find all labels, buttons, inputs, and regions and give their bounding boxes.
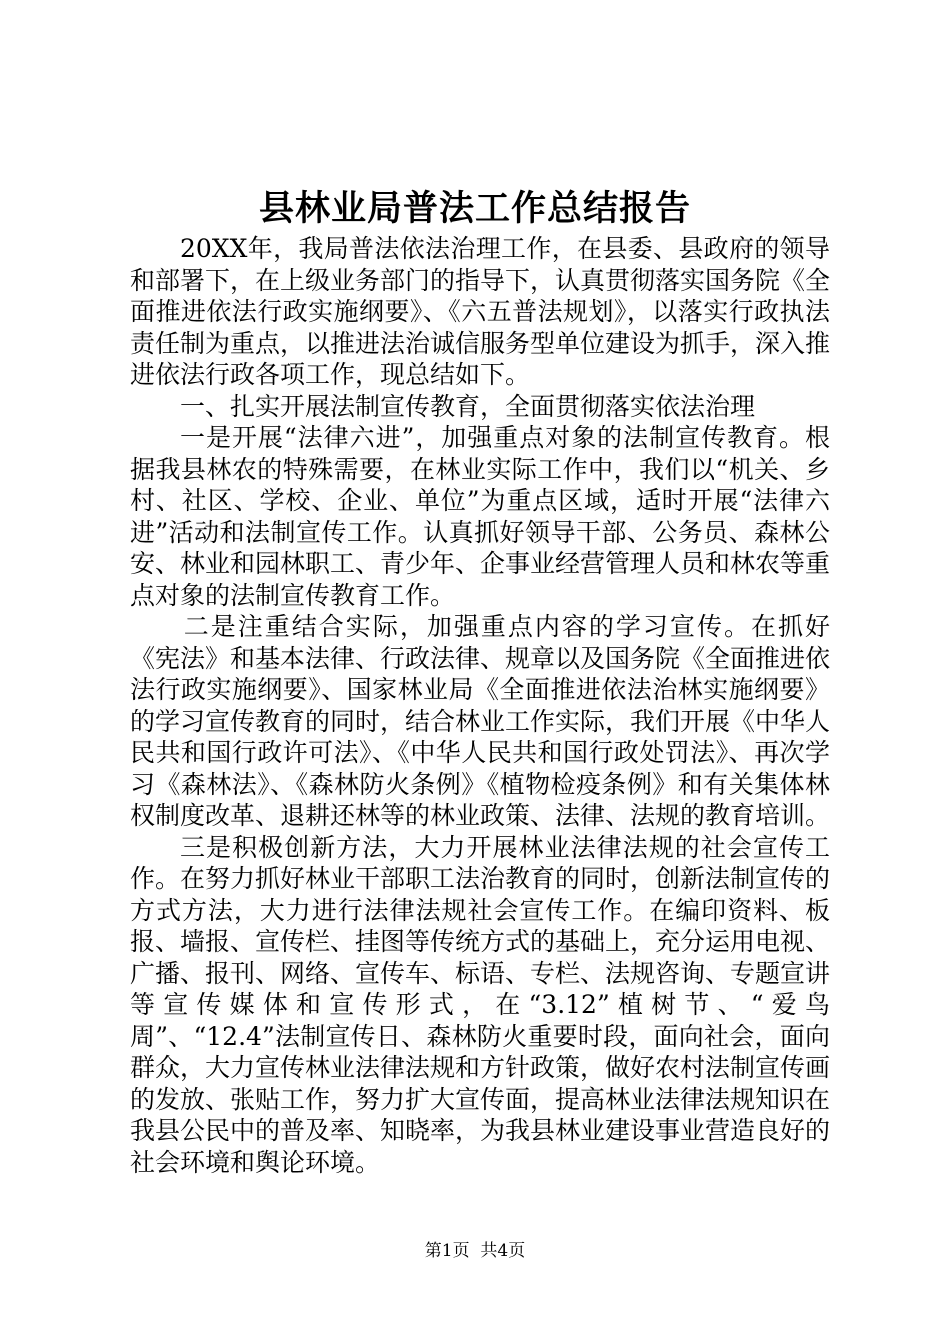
body-paragraph: 二是注重结合实际，加强重点内容的学习宣传。在抓好《宪法》和基本法律、行政法律、规章以及国务院《全面推进依法行政实施纲要》、国家林业局《全面推进依法治林实施纲要》的学习宣传教育的同时，结合林业工作实际，我们开展《中华人民共和国行政许可法》、《中华人民共和国行政处罚法》、再次学习《森林法》、《森林防火条例》《植物检疫条例》和有关集体林权制度改革、退耕还林等的林业政策、法律、法规的教育培训。 [130,612,831,830]
intro-paragraph: 20XX年，我局普法依法治理工作，在县委、县政府的领导和部署下，在上级业务部门的指导下，认真贯彻落实国务院《全面推进依法行政实施纲要》、《六五普法规划》，以落实行政执法责任制为重点，以推进法治诚信服务型单位建设为抓手，深入推进依法行政各项工作，现总结如下。 [130,234,831,389]
document-body [130,233,830,1178]
footer-spacer [470,1241,481,1261]
page-total: 共4页 [480,1241,526,1261]
section-heading: 一、扎实开展法制宣传教育，全面贯彻落实依法治理 [180,391,756,421]
body-paragraph: 三是积极创新方法，大力开展林业法律法规的社会宣传工作。在努力抓好林业干部职工法治教育的同时，创新法制宣传的方式方法，大力进行法律法规社会宣传工作。在编印资料、板报、墙报、宣传栏、挂图等传统方式的基础上，充分运用电视、广播、报刊、网络、宣传车、标语、专栏、法规咨询、专题宣讲等宣传媒体和宣传形式，在“3.12”植树节、“爱鸟周”、“12.4”法制宣传日、森林防火重要时段，面向社会，面向群众，大力宣传林业法律法规和方针政策，做好农村法制宣传画的发放、张贴工作，努力扩大宣传面，提高林业法律法规知识在我县公民中的普及率、知晓率，为我县林业建设事业营造良好的社会环境和舆论环境。 [130,832,831,1177]
page-number: 第1页 [424,1241,470,1261]
document-title: 县林业局普法工作总结报告 [258,188,691,229]
page-footer [0,1240,950,1262]
body-paragraph: 一是开展“法律六进”，加强重点对象的法制宣传教育。根据我县林农的特殊需要，在林业实际工作中，我们以“机关、乡村、社区、学校、企业、单位”为重点区域，适时开展“法律六进”活动和法制宣传工作。认真抓好领导干部、公务员、森林公安、林业和园林职工、青少年、企事业经营管理人员和林农等重点对象的法制宣传教育工作。 [130,423,831,610]
